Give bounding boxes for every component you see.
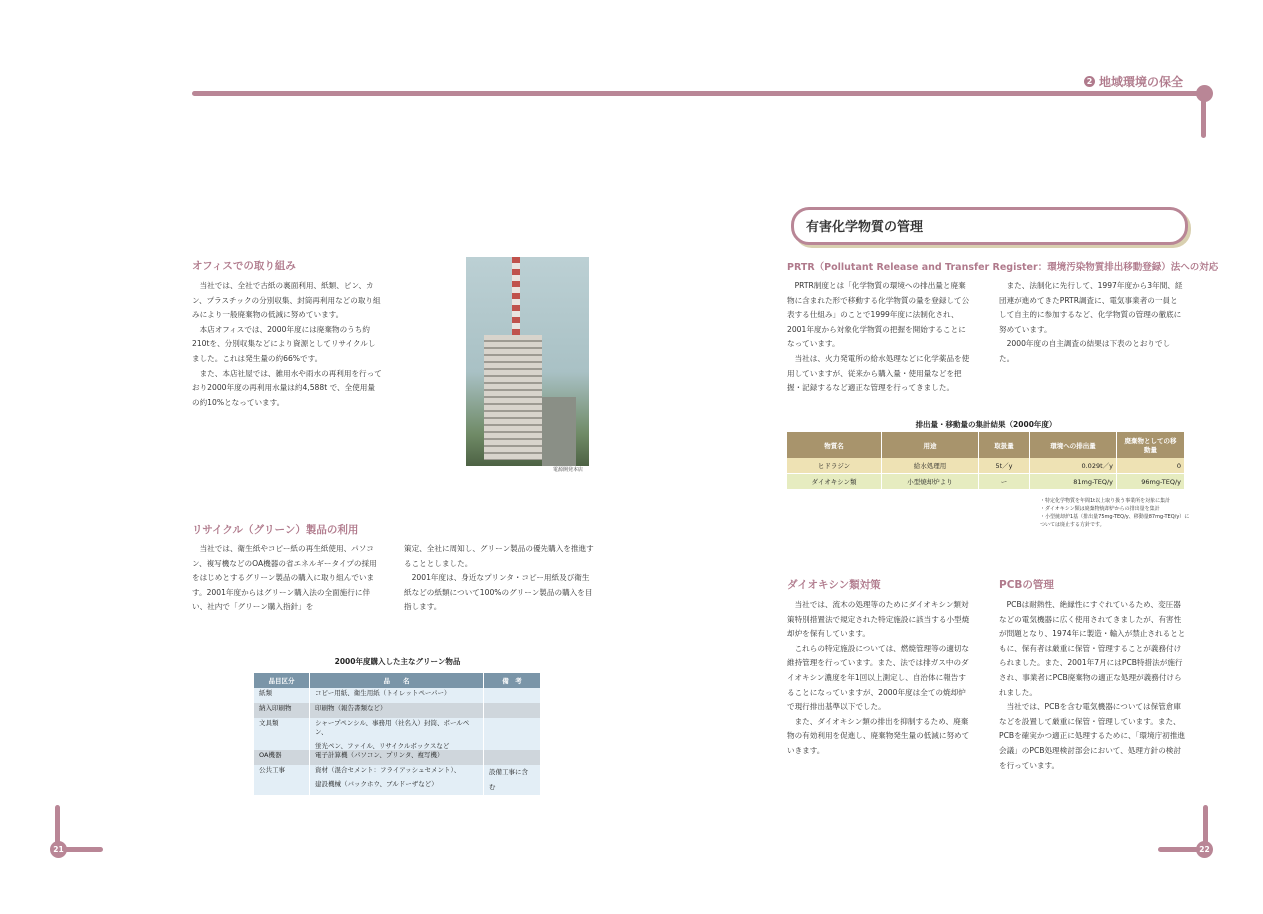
table-cell (484, 688, 541, 703)
recycle-paragraph: 2001年度は、身近なプリンタ・コピー用紙及び衛生紙などの紙類について100%のグリーン製品の購入を目指します。 (404, 573, 593, 612)
prtr-table (787, 432, 1185, 490)
header-rule-drop (1201, 96, 1206, 138)
table-cell: 0 (1117, 458, 1185, 474)
table-cell (484, 765, 541, 795)
pcb-heading: PCBの管理 (999, 579, 1054, 591)
table-row (254, 765, 541, 795)
page-number-left: 21 (50, 841, 67, 858)
office-paragraph: 当社では、全社で古紙の裏面利用、紙類、ビン、カン、プラスチックの分別収集、封筒再利用などの取り組みにより一般廃棄物の低減に努めています。 (192, 281, 381, 320)
prtr-paragraph: 当社は、火力発電所の給水処理などに化学薬品を使用していますが、従来から購入量・使用量などを把握・記録するなど適正な管理を行ってきました。 (787, 353, 970, 393)
table-cell: ー (979, 474, 1030, 490)
dioxin-paragraph: また、ダイオキシン類の排出を抑制するため、廃棄物の有効利用を促進し、廃棄物発生量の低減に努めていきます。 (787, 716, 970, 755)
table-cell: 文具類 (254, 718, 310, 750)
cell-line: 建設機械（バックホウ、ブルドーザなど） (315, 780, 438, 788)
table-header: 品 名 (310, 673, 484, 688)
header-text: 廃棄物としての移動量 (1124, 437, 1177, 454)
prtr-table-notes (1040, 497, 1190, 529)
chemicals-title: 有害化学物質の管理 (806, 220, 924, 235)
headquarters-photo (466, 257, 589, 466)
office-heading: オフィスでの取り組み (192, 260, 296, 272)
prtr-col2 (999, 279, 1185, 367)
pcb-paragraph: 当社では、PCBを含む電気機器については保管倉庫などを設置して厳重に保管・管理しています。また、PCBを確実かつ適正に処理するために、「環境庁初推進会議」のPCB処理検討部会において、処理方針の検討を行っています。 (999, 702, 1185, 770)
table-header: 物質名 (787, 432, 882, 458)
table-cell (484, 750, 541, 765)
office-body (192, 279, 382, 410)
table-header: 取扱量 (979, 432, 1030, 458)
recycle-col2 (404, 542, 594, 615)
table-row (254, 703, 541, 718)
dioxin-body (787, 598, 973, 759)
prtr-paragraph: また、法制化に先行して、1997年度から3年間、経団連が進めてきたPRTR調査に、電気事業者の一員として自主的に参加するなど、化学物質の管理の徹底に努めています。 (999, 281, 1183, 334)
table-cell: 81mg-TEQ/y (1030, 474, 1117, 490)
table-row (787, 458, 1185, 474)
table-cell: 紙類 (254, 688, 310, 703)
note-line: ・小型焼却炉1基（排出量75mg-TEQ/y、移動量87mg-TEQ/y）については廃止する方針です。 (1040, 514, 1190, 528)
table-cell: 0.029t／y (1030, 458, 1117, 474)
green-table-title: 2000年度購入した主なグリーン物品 (334, 657, 461, 666)
table-row (787, 474, 1185, 490)
table-cell: 給水処理用 (882, 458, 979, 474)
table-cell: 96mg-TEQ/y (1117, 474, 1185, 490)
table-cell (310, 718, 484, 750)
cell-note: 設備工事に含む (489, 768, 528, 791)
table-header: 備 考 (484, 673, 541, 688)
table-header (1117, 432, 1185, 458)
table-cell: 公共工事 (254, 765, 310, 795)
table-cell: ヒドラジン (787, 458, 882, 474)
table-cell: 納入印刷物 (254, 703, 310, 718)
table-cell (484, 703, 541, 718)
table-header: 用途 (882, 432, 979, 458)
prtr-paragraph: PRTR制度とは「化学物質の環境への排出量と廃棄物に含まれた形で移動する化学物質の量を登録して公表する仕組み」のことで1999年度に法制化され、2001年度から対象化学物質の把握を開始することになっています。 (787, 281, 970, 349)
prtr-paragraph: 2000年度の自主調査の結果は下表のとおりでした。 (999, 339, 1171, 363)
table-row (254, 688, 541, 703)
recycle-col1 (192, 542, 382, 615)
dioxin-paragraph: これらの特定施設については、燃焼管理等の適切な維持管理を行っています。また、法では排ガス中のダイオキシン濃度を年1回以上測定し、自治体に報告することになっていますが、2000年度は全ての焼却炉で現行排出基準以下でした。 (787, 643, 970, 712)
header-rule (192, 91, 1204, 96)
cell-line: 蛍光ペン、ファイル、リサイクルボックスなど (315, 742, 450, 750)
cell-line: 資材（混合セメント：フライアッシュセメント）、 (315, 766, 461, 774)
recycle-paragraph: 当社では、衛生紙やコピー紙の再生紙使用、パソコン、複写機などのOA機器の省エネルギータイプの採用をはじめとするグリーン製品の購入に取り組んでいます。2001年度からはグリーン購入法の全面施行に伴い、社内で「グリーン購入指針」を (192, 544, 377, 612)
recycle-heading: リサイクル（グリーン）製品の利用 (192, 524, 359, 536)
prtr-col1 (787, 279, 973, 396)
table-cell (484, 718, 541, 750)
radio-tower (512, 257, 520, 347)
photo-caption: 電源開発本店 (553, 467, 584, 473)
page-number-right: 22 (1196, 841, 1213, 858)
section-number-badge: 2 (1084, 76, 1095, 87)
table-cell: ダイオキシン類 (787, 474, 882, 490)
recycle-paragraph: 策定、全社に周知し、グリーン製品の優先購入を推進することとしました。 (404, 544, 594, 568)
table-cell (310, 765, 484, 795)
table-cell: コピー用紙、衛生用紙（トイレットペーパー） (310, 688, 484, 703)
pcb-paragraph: PCBは耐熱性、絶縁性にすぐれているため、変圧器などの電気機器に広く使用されてきましたが、有害性が問題となり、1974年に製造・輸入が禁止されるとともに、保有者は厳重に保管・管理することが義務付けられました。また、2001年7月にはPCB特措法が施行され、事業者にPCB廃棄物の適正な処理が義務付けられました。 (999, 600, 1186, 697)
pcb-body (999, 598, 1187, 773)
table-header: 品目区分 (254, 673, 310, 688)
office-paragraph: また、本店社屋では、雑用水や雨水の再利用を行っており2000年度の再利用水量は約4,588t で、全使用量の約10%となっています。 (192, 368, 382, 407)
table-cell: 印刷物（報告書類など） (310, 703, 484, 718)
prtr-heading: PRTR（Pollutant Release and Transfer Register：環境汚染物質排出移動登録）法への対応 (787, 262, 1219, 273)
dioxin-paragraph: 当社では、流木の処理等のためにダイオキシン類対策特別措置法で規定された特定施設に該当する小型焼却炉を保有しています。 (787, 600, 970, 639)
table-cell: 5t／y (979, 458, 1030, 474)
prtr-table-title: 排出量・移動量の集計結果（2000年度） (915, 420, 1057, 429)
office-paragraph: 本店オフィスでは、2000年度には廃棄物のうち約210tを、分別収集などにより資源としてリサイクルしました。これは発生量の約66%です。 (192, 324, 376, 363)
table-row (254, 750, 541, 765)
section-title: 地域環境の保全 (1098, 75, 1183, 89)
cell-line: シャープペンシル、事務用（社名入）封筒、ボールペン、 (315, 719, 470, 736)
dioxin-heading: ダイオキシン類対策 (787, 579, 881, 591)
neighbor-building (542, 397, 576, 466)
green-products-table (254, 673, 541, 795)
table-cell: 小型焼却炉より (882, 474, 979, 490)
table-cell: 電子計算機（パソコン、プリンタ、複写機） (310, 750, 484, 765)
table-cell: OA機器 (254, 750, 310, 765)
note-line: ・ダイオキシン類は廃棄物焼却炉からの排出量を集計 (1040, 506, 1160, 512)
table-header: 環境への排出量 (1030, 432, 1117, 458)
note-line: ・特定化学物質を年間1t以上取り扱う事業所を対象に集計 (1040, 498, 1171, 504)
section-label (1084, 73, 1183, 90)
table-row (254, 718, 541, 750)
office-building (484, 335, 542, 460)
